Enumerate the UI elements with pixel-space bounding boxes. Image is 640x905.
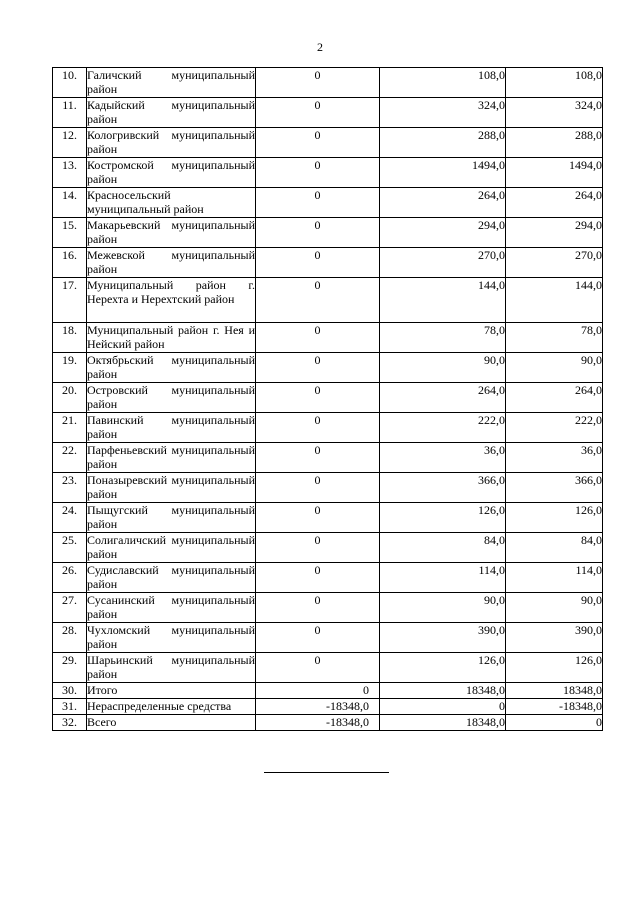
value-col-3: 114,0 <box>506 563 603 593</box>
row-number: 25. <box>53 533 87 563</box>
row-number: 14. <box>53 188 87 218</box>
row-number: 11. <box>53 98 87 128</box>
table-row <box>53 188 603 218</box>
value-col-3: 84,0 <box>506 533 603 563</box>
value-col-1: 0 <box>256 593 380 623</box>
district-name: Всего <box>87 715 256 731</box>
table-row <box>53 128 603 158</box>
district-name: Макарьевский муниципальный район <box>87 218 255 246</box>
value-col-1: 0 <box>256 188 380 218</box>
row-number: 13. <box>53 158 87 188</box>
table-row <box>53 715 603 731</box>
table-row <box>53 98 603 128</box>
district-name: Нераспределенные средства <box>87 699 256 715</box>
value-col-1: 0 <box>256 683 380 699</box>
district-name: Солигаличский муниципальный район <box>87 533 255 561</box>
value-col-1: 0 <box>256 623 380 653</box>
value-col-1: 0 <box>256 413 380 443</box>
table-row <box>53 278 603 323</box>
row-number: 15. <box>53 218 87 248</box>
value-col-1: 0 <box>256 248 380 278</box>
district-name: Судиславский муниципальный район <box>87 563 255 591</box>
table-row <box>53 623 603 653</box>
table-row <box>53 248 603 278</box>
row-number: 10. <box>53 68 87 98</box>
district-name: Муниципальный район г. Нерехта и Нерехтский район <box>87 278 256 323</box>
table-row <box>53 503 603 533</box>
row-number: 28. <box>53 623 87 653</box>
table-row <box>53 699 603 715</box>
district-name: Парфеньевский муниципальный район <box>87 443 255 471</box>
district-name: Кадыйский муниципальный район <box>87 98 255 126</box>
row-number: 19. <box>53 353 87 383</box>
value-col-2: 18348,0 <box>380 683 506 699</box>
value-col-2: 18348,0 <box>380 715 506 731</box>
table-row <box>53 68 603 98</box>
district-name: Костромской муниципальный район <box>87 158 255 186</box>
value-col-3: 108,0 <box>506 68 603 98</box>
row-number: 29. <box>53 653 87 683</box>
value-col-2: 0 <box>380 699 506 715</box>
value-col-2: 288,0 <box>380 128 506 158</box>
row-number: 32. <box>53 715 87 731</box>
value-col-1: 0 <box>256 533 380 563</box>
row-number: 24. <box>53 503 87 533</box>
value-col-2: 84,0 <box>380 533 506 563</box>
value-col-2: 108,0 <box>380 68 506 98</box>
row-number: 23. <box>53 473 87 503</box>
value-col-1: 0 <box>256 473 380 503</box>
value-col-3: 270,0 <box>506 248 603 278</box>
value-col-2: 90,0 <box>380 593 506 623</box>
row-number: 12. <box>53 128 87 158</box>
value-col-1: 0 <box>256 563 380 593</box>
value-col-1: -18348,0 <box>256 699 380 715</box>
row-number: 30. <box>53 683 87 699</box>
district-name: Итого <box>87 683 256 699</box>
value-col-3: 78,0 <box>506 323 603 353</box>
table-row <box>53 353 603 383</box>
table-row <box>53 563 603 593</box>
value-col-2: 264,0 <box>380 383 506 413</box>
district-name: Чухломский муниципальный район <box>87 623 255 651</box>
row-number: 22. <box>53 443 87 473</box>
value-col-2: 1494,0 <box>380 158 506 188</box>
value-col-2: 222,0 <box>380 413 506 443</box>
value-col-3: 36,0 <box>506 443 603 473</box>
table-row <box>53 158 603 188</box>
value-col-3: 264,0 <box>506 188 603 218</box>
value-col-1: 0 <box>256 353 380 383</box>
value-col-2: 324,0 <box>380 98 506 128</box>
value-col-3: -18348,0 <box>506 699 603 715</box>
value-col-2: 78,0 <box>380 323 506 353</box>
row-number: 31. <box>53 699 87 715</box>
value-col-3: 294,0 <box>506 218 603 248</box>
value-col-2: 114,0 <box>380 563 506 593</box>
value-col-1: 0 <box>256 383 380 413</box>
value-col-1: 0 <box>256 158 380 188</box>
district-name: Октябрьский муниципальный район <box>87 353 255 381</box>
value-col-3: 126,0 <box>506 653 603 683</box>
value-col-3: 126,0 <box>506 503 603 533</box>
value-col-1: 0 <box>256 653 380 683</box>
value-col-2: 144,0 <box>380 278 506 323</box>
row-number: 17. <box>53 278 87 323</box>
value-col-1: -18348,0 <box>256 715 380 731</box>
table-body <box>53 68 603 731</box>
table-row <box>53 653 603 683</box>
value-col-2: 366,0 <box>380 473 506 503</box>
row-number: 16. <box>53 248 87 278</box>
value-col-3: 324,0 <box>506 98 603 128</box>
value-col-3: 1494,0 <box>506 158 603 188</box>
table-row <box>53 473 603 503</box>
value-col-2: 126,0 <box>380 653 506 683</box>
table-row <box>53 443 603 473</box>
table-row <box>53 683 603 699</box>
table-row <box>53 218 603 248</box>
district-name: Сусанинский муниципальный район <box>87 593 255 621</box>
district-name: Пыщугский муниципальный район <box>87 503 255 531</box>
district-name: Муниципальный район г. Нея и Нейский район <box>87 323 255 351</box>
value-col-3: 18348,0 <box>506 683 603 699</box>
signature-line <box>264 772 389 773</box>
value-col-3: 90,0 <box>506 353 603 383</box>
district-name: Поназыревский муниципальный район <box>87 473 255 501</box>
value-col-1: 0 <box>256 218 380 248</box>
page-number: 2 <box>317 40 323 54</box>
table-row <box>53 413 603 443</box>
value-col-2: 126,0 <box>380 503 506 533</box>
district-name: Галичский муниципальный район <box>87 68 255 96</box>
value-col-2: 390,0 <box>380 623 506 653</box>
value-col-1: 0 <box>256 323 380 353</box>
value-col-3: 222,0 <box>506 413 603 443</box>
table-row <box>53 533 603 563</box>
value-col-3: 288,0 <box>506 128 603 158</box>
value-col-3: 264,0 <box>506 383 603 413</box>
value-col-1: 0 <box>256 128 380 158</box>
district-allocation-table <box>52 67 603 731</box>
row-number: 20. <box>53 383 87 413</box>
value-col-2: 270,0 <box>380 248 506 278</box>
row-number: 18. <box>53 323 87 353</box>
value-col-2: 264,0 <box>380 188 506 218</box>
row-number: 21. <box>53 413 87 443</box>
value-col-1: 0 <box>256 443 380 473</box>
district-name: Межевской муниципальный район <box>87 248 255 276</box>
value-col-3: 144,0 <box>506 278 603 323</box>
value-col-1: 0 <box>256 68 380 98</box>
row-number: 27. <box>53 593 87 623</box>
value-col-3: 366,0 <box>506 473 603 503</box>
value-col-2: 294,0 <box>380 218 506 248</box>
district-name: Островский муниципальный район <box>87 383 255 411</box>
value-col-3: 0 <box>506 715 603 731</box>
value-col-1: 0 <box>256 503 380 533</box>
table-row <box>53 383 603 413</box>
row-number: 26. <box>53 563 87 593</box>
district-name: Павинский муниципальный район <box>87 413 255 441</box>
district-name: Красносельский муниципальный район <box>87 188 256 218</box>
table-row <box>53 323 603 353</box>
district-name: Шарьинский муниципальный район <box>87 653 255 681</box>
value-col-1: 0 <box>256 278 380 323</box>
table-row <box>53 593 603 623</box>
value-col-1: 0 <box>256 98 380 128</box>
value-col-3: 90,0 <box>506 593 603 623</box>
value-col-2: 36,0 <box>380 443 506 473</box>
value-col-2: 90,0 <box>380 353 506 383</box>
value-col-3: 390,0 <box>506 623 603 653</box>
district-name: Кологривский муниципальный район <box>87 128 255 156</box>
